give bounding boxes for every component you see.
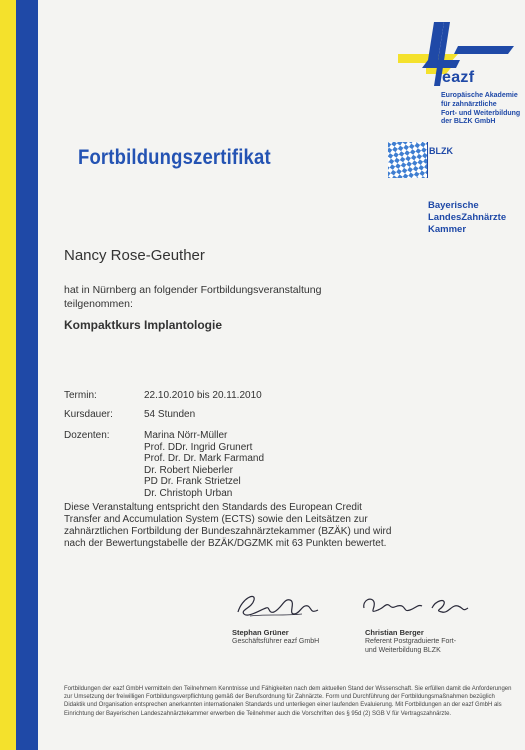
blzk-name [428, 200, 523, 236]
blzk-name-line: LandesZahnärzte [428, 212, 507, 223]
participant-name: Nancy Rose-Geuther [64, 247, 205, 264]
blzk-name-line: Kammer [428, 224, 467, 235]
signature-role-line: und Weiterbildung BLZK [365, 646, 441, 654]
date-label: Termin: [64, 390, 97, 401]
lecturer-item: Prof. DDr. Ingrid Grunert [144, 441, 253, 453]
signature-image-berger [358, 592, 476, 620]
signature-image-gruener [232, 588, 322, 624]
eazf-logo [398, 16, 521, 128]
eazf-subtitle-line: der BLZK GmbH [441, 118, 496, 126]
lecturer-item: PD Dr. Frank Strietzel [144, 476, 241, 487]
lecturer-item: Dr. Christoph Urban [144, 487, 233, 499]
duration-value: 54 Stunden [144, 409, 196, 420]
lecturer-item: Dr. Robert Nieberler [144, 464, 233, 476]
signature-name-1: Stephan Grüner [232, 628, 289, 637]
eazf-logo-subtitle [441, 92, 521, 127]
yellow-side-stripe [0, 0, 16, 750]
intro-text: hat in Nürnberg an folgender Fortbildungsveranstaltung teilgenommen: [64, 284, 322, 310]
signature-role-1 [232, 638, 319, 647]
lecturer-list [144, 430, 264, 499]
signature-role-line: Geschäftsführer eazf GmbH [232, 638, 320, 645]
footer-note: Fortbildungen der eazf GmbH vermitteln den Teilnehmern Kenntnisse und Fähigkeiten nach dem aktuellen Stand der Wissenschaft. Sie erfüllen damit die Anforderungen zur Umsetzung der freiwilligen Fortbildungsverpflichtung gemäß der Berufsordnung für Zahnärzte. Form und Durchführung der Fortbildungsmaßnahmen bezüglich Didaktik und Organisation entsprechen anerkannten internationalen Standards und unterliegen einer laufenden Evaluierung. Mit Fortbildungen an der eazf GmbH als Einrichtung der Bayerischen Landeszahnärztekammer erwerben die Teilnehmer auch die Vorschriften des § 95d (2) SGB V für Vertragszahnärzte. [64, 686, 512, 717]
signature-name-2: Christian Berger [365, 628, 424, 637]
eazf-subtitle-line: Europäische Akademie [441, 92, 518, 99]
lecturer-item: Prof. Dr. Dr. Mark Farmand [144, 453, 265, 464]
lecturer-item: Marina Nörr-Müller [144, 430, 228, 441]
bavarian-rhombus-flag-icon [388, 142, 428, 178]
blue-side-stripe [16, 0, 38, 750]
lecturers-label: Dozenten: [64, 430, 110, 441]
eazf-subtitle-line: Fort- und Weiterbildung [441, 109, 521, 117]
course-title: Kompaktkurs Implantologie [64, 318, 223, 332]
blzk-label: BLZK [429, 146, 453, 156]
certificate-title: Fortbildungszertifikat [78, 146, 271, 169]
signature-role-line: Referent Postgraduierte Fort- [365, 638, 457, 645]
signature-role-2 [365, 638, 456, 655]
date-value: 22.10.2010 bis 20.11.2010 [144, 390, 262, 401]
accreditation-statement: Diese Veranstaltung entspricht den Standards des European Credit Transfer and Accumulation System (ECTS) sowie den Leitsätzen zur zahnärztlichen Fortbildung der Bundeszahnärztekammer (BZÄK) und wird nach der Bewertungstabelle der BZÄK/DGZMK mit 63 Punkten bewertet. [64, 502, 392, 549]
eazf-logo-name: eazf [442, 69, 475, 86]
eazf-subtitle-line: für zahnärztliche [441, 100, 497, 108]
blzk-name-line: Bayerische [428, 200, 479, 211]
duration-label: Kursdauer: [64, 409, 113, 420]
